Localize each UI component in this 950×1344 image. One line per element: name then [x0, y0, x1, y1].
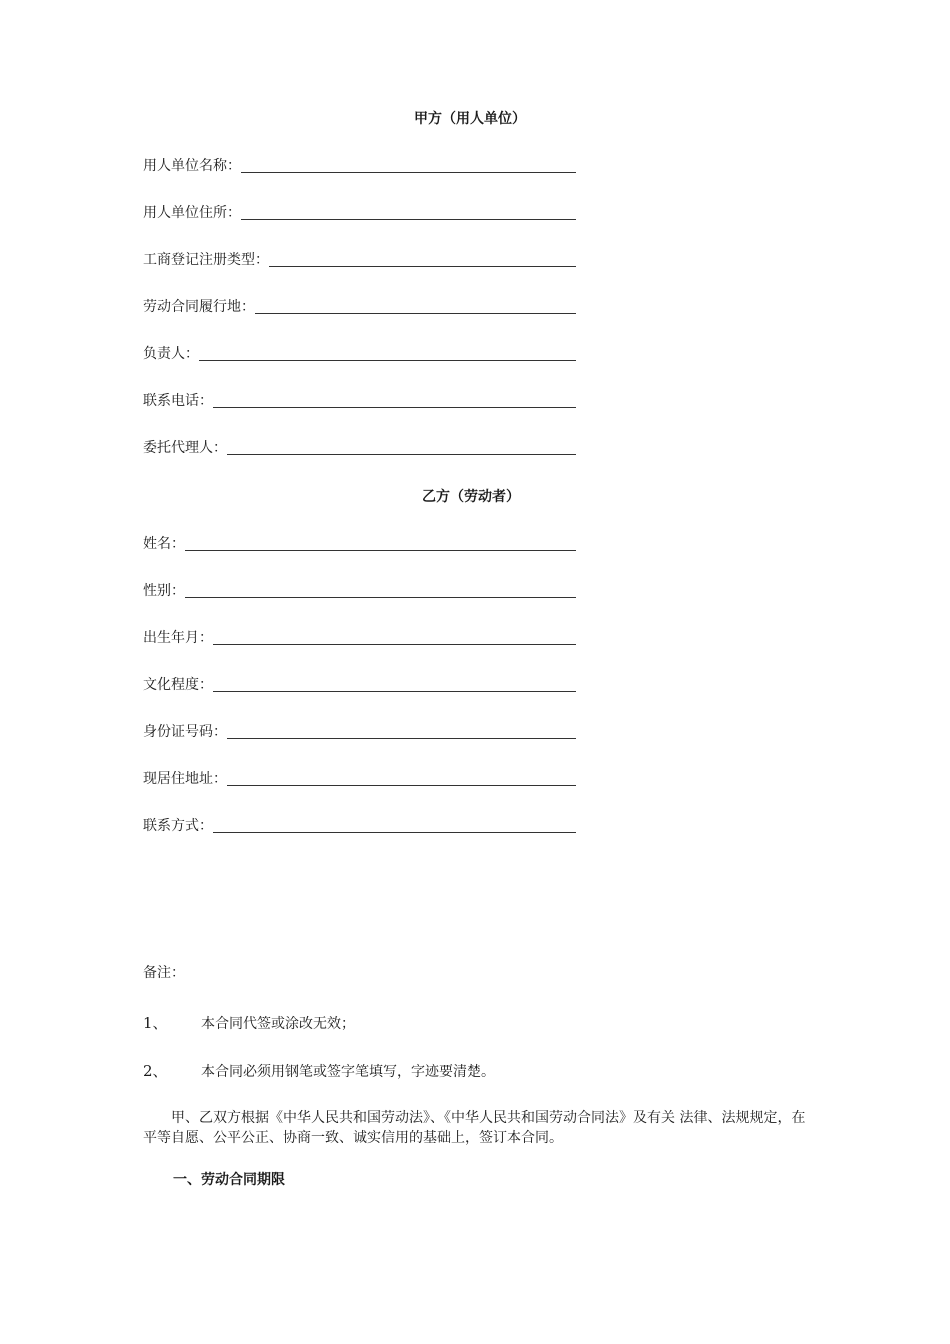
note-item-1: [143, 1012, 355, 1033]
field-label: 用人单位住所：: [143, 205, 241, 221]
party-a-heading: 甲方（用人单位）: [414, 111, 526, 127]
field-label: 联系电话：: [143, 393, 213, 409]
blank-line[interactable]: [213, 831, 576, 833]
field-label: 委托代理人：: [143, 440, 227, 456]
field-label: 联系方式：: [143, 818, 213, 834]
field-current-address: [143, 768, 576, 788]
field-label: 身份证号码：: [143, 724, 227, 740]
blank-line[interactable]: [227, 737, 576, 739]
field-label: 工商登记注册类型：: [143, 252, 269, 268]
blank-line[interactable]: [199, 359, 576, 361]
blank-line[interactable]: [269, 265, 576, 267]
field-registration-type: [143, 249, 576, 269]
section-1-title: 一、劳动合同期限: [173, 1172, 285, 1188]
notes-title: 备注：: [143, 965, 185, 981]
blank-line[interactable]: [241, 171, 576, 173]
field-employer-name: [143, 155, 576, 175]
blank-line[interactable]: [185, 596, 576, 598]
field-contract-location: [143, 296, 576, 316]
field-employer-phone: [143, 390, 576, 410]
field-label: 出生年月：: [143, 630, 213, 646]
field-label: 姓名：: [143, 536, 185, 552]
field-label: 负责人：: [143, 346, 199, 362]
field-education: [143, 674, 576, 694]
field-employer-address: [143, 202, 576, 222]
blank-line[interactable]: [227, 453, 576, 455]
intro-paragraph: 甲、乙双方根据《中华人民共和国劳动法》、《中华人民共和国劳动合同法》及有关 法律、法规规定，在平等自愿、公平公正、协商一致、诚实信用的基础上，签订本合同。: [143, 1110, 806, 1146]
field-agent: [143, 437, 576, 457]
note-text: 本合同代签或涂改无效；: [201, 1016, 355, 1032]
blank-line[interactable]: [227, 784, 576, 786]
blank-line[interactable]: [213, 690, 576, 692]
note-item-2: [143, 1060, 495, 1081]
field-label: 用人单位名称：: [143, 158, 241, 174]
field-label: 劳动合同履行地：: [143, 299, 255, 315]
field-person-in-charge: [143, 343, 576, 363]
field-name: [143, 533, 576, 553]
field-label: 文化程度：: [143, 677, 213, 693]
field-contact: [143, 815, 576, 835]
note-text: 本合同必须用钢笔或签字笔填写，字迹要清楚。: [201, 1064, 495, 1080]
blank-line[interactable]: [185, 549, 576, 551]
blank-line[interactable]: [213, 406, 576, 408]
blank-line[interactable]: [241, 218, 576, 220]
field-label: 性别：: [143, 583, 185, 599]
field-birth-date: [143, 627, 576, 647]
field-label: 现居住地址：: [143, 771, 227, 787]
blank-line[interactable]: [213, 643, 576, 645]
field-gender: [143, 580, 576, 600]
blank-line[interactable]: [255, 312, 576, 314]
party-b-heading: 乙方（劳动者）: [422, 489, 520, 505]
field-id-number: [143, 721, 576, 741]
note-number: 2、: [143, 1062, 168, 1080]
note-number: 1、: [143, 1014, 168, 1032]
